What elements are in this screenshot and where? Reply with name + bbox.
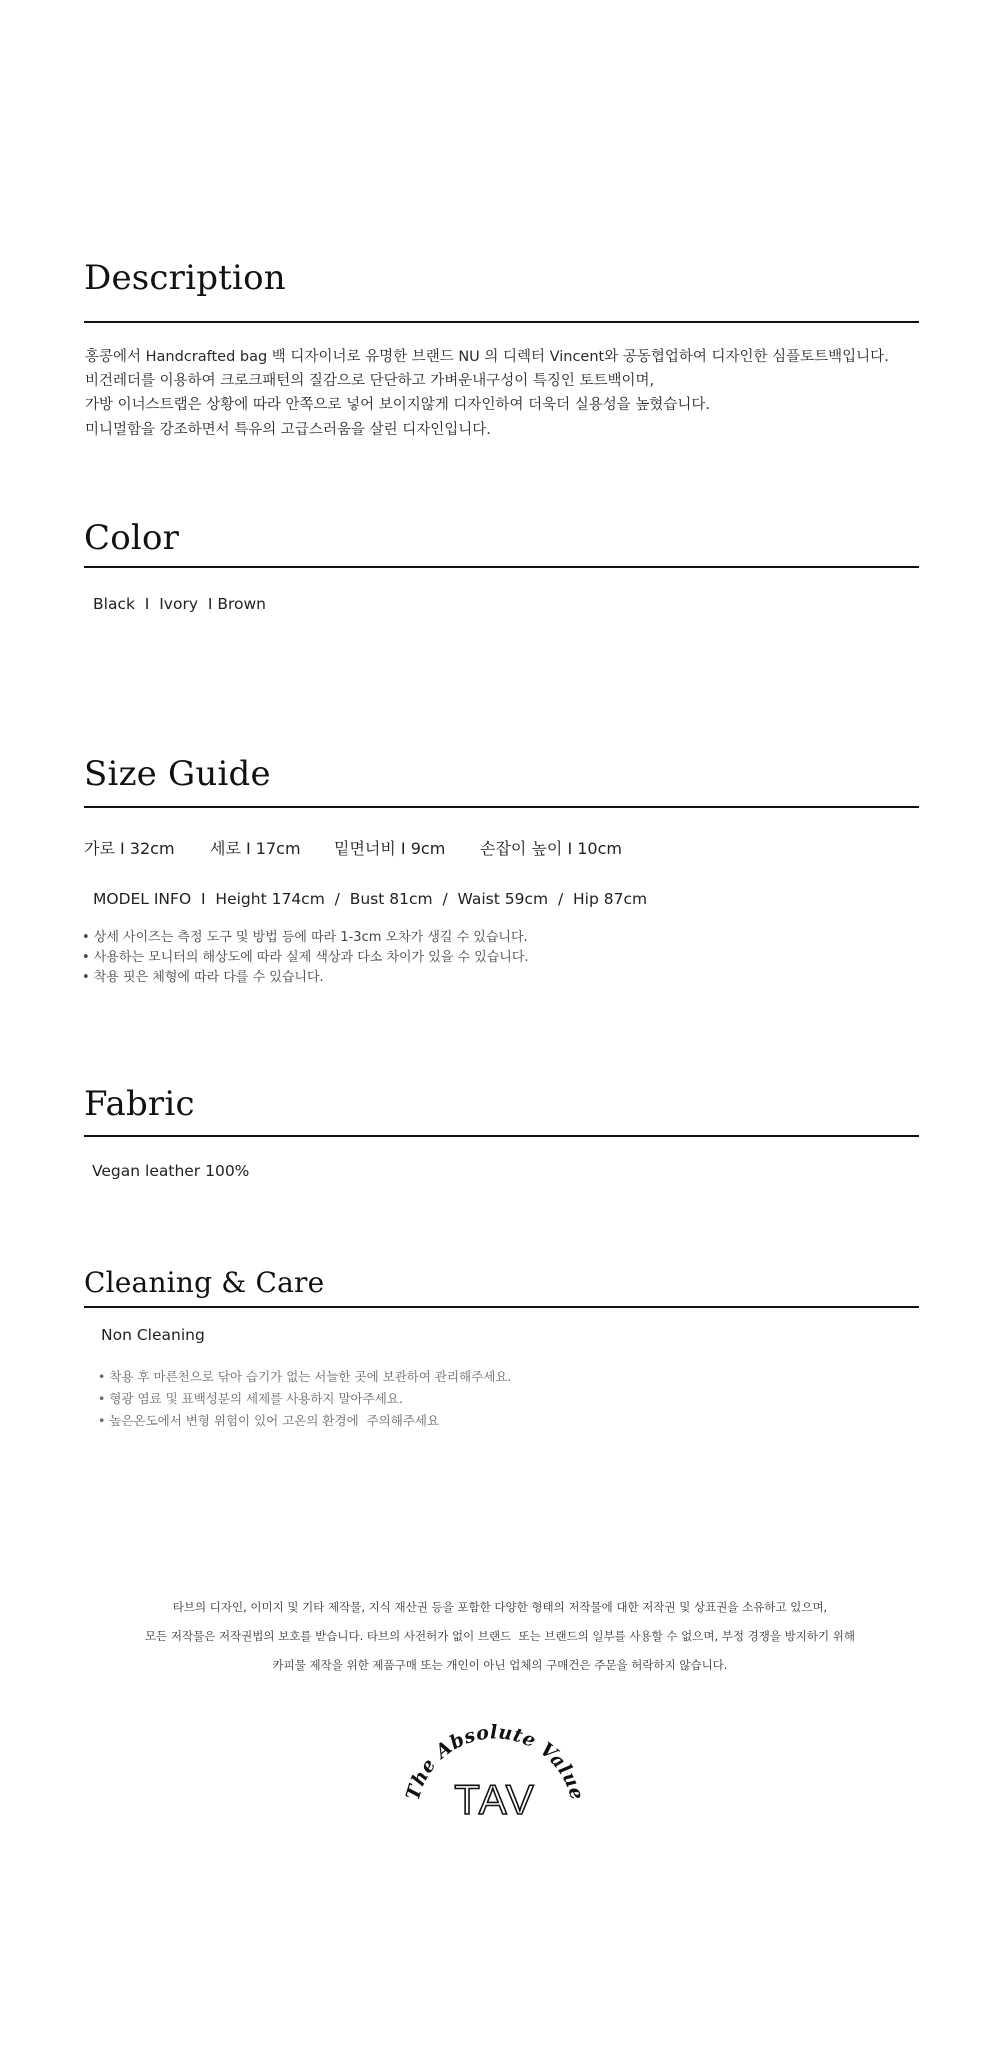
fabric-title: Fabric (84, 1084, 195, 1124)
care-divider (84, 1306, 919, 1308)
size-width: 가로 I 32cm (84, 839, 175, 858)
size-note-3: • 착용 핏은 체형에 따라 다를 수 있습니다. (82, 970, 324, 985)
description-title: Description (84, 258, 286, 298)
care-method: Non Cleaning (101, 1326, 205, 1344)
model-info: MODEL INFO I Height 174cm / Bust 81cm / Waist 59cm / Hip 87cm (93, 890, 648, 908)
color-divider (84, 566, 919, 568)
care-note-1: • 착용 후 마른천으로 닦아 습기가 없는 서늘한 곳에 보관하여 관리해주세요. (98, 1369, 512, 1384)
size-base-width: 밑면너비 I 9cm (334, 839, 446, 858)
size-guide-divider (84, 806, 919, 808)
care-title: Cleaning & Care (84, 1266, 325, 1299)
logo-mark: TAV (454, 1776, 536, 1823)
size-guide-title: Size Guide (84, 754, 271, 794)
size-note-2: • 사용하는 모니터의 해상도에 따라 실제 색상과 다소 차이가 있을 수 있습니다. (82, 950, 529, 965)
legal-line-2: 모든 저작물은 저작권법의 보호를 받습니다. 타브의 사전허가 없이 브랜드 또는 브랜드의 일부를 사용할 수 없으며, 부정 경쟁을 방지하기 위해 (145, 1629, 855, 1643)
description-line-3: 가방 이너스트랩은 상황에 따라 안쪽으로 넣어 보이지않게 디자인하여 더욱더 실용성을 높혔습니다. (85, 397, 710, 413)
care-note-3: • 높은온도에서 변형 위험이 있어 고온의 환경에 주의해주세요 (98, 1413, 440, 1428)
size-note-1: • 상세 사이즈는 측정 도구 및 방법 등에 따라 1-3cm 오차가 생길 수 있습니다. (82, 930, 528, 945)
size-height: 세로 I 17cm (210, 839, 301, 858)
tav-logo (400, 1718, 590, 1828)
description-divider (84, 321, 919, 323)
description-line-2: 비건레더를 이용하여 크로크패턴의 질감으로 단단하고 가벼운내구성이 특징인 토트백이며, (85, 373, 655, 389)
color-title: Color (84, 518, 180, 558)
description-line-4: 미니멀함을 강조하면서 특유의 고급스러움을 살린 디자인입니다. (85, 422, 491, 438)
size-handle-height: 손잡이 높이 I 10cm (480, 839, 622, 858)
legal-line-3: 카피물 제작을 위한 제품구매 또는 개인이 아닌 업체의 구매건은 주문을 허락하지 않습니다. (272, 1658, 728, 1672)
logo-arc-text: The Absolute Value (401, 1721, 589, 1803)
color-options: Black I Ivory I Brown (93, 595, 266, 613)
legal-line-1: 타브의 디자인, 이미지 및 기타 제작물, 지식 재산권 등을 포함한 다양한 형태의 저작물에 대한 저작권 및 상표권을 소유하고 있으며, (172, 1600, 828, 1614)
care-note-2: • 형광 염료 및 표백성분의 세제를 사용하지 말아주세요. (98, 1391, 403, 1406)
description-line-1: 홍콩에서 Handcrafted bag 백 디자이너로 유명한 브랜드 NU 의 디렉터 Vincent와 공동협업하여 디자인한 심플토트백입니다. (85, 349, 889, 365)
fabric-divider (84, 1135, 919, 1137)
fabric-value: Vegan leather 100% (92, 1162, 250, 1180)
